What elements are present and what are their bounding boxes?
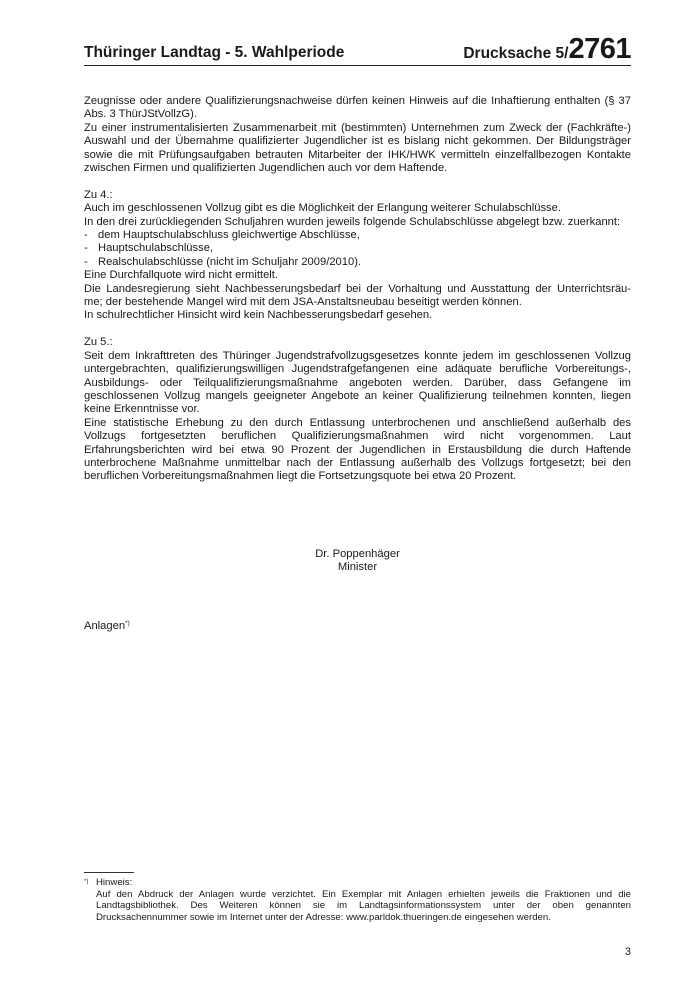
- footnote-ref: *): [125, 620, 130, 627]
- footnote: [84, 877, 631, 923]
- page-number: 3: [624, 946, 631, 958]
- paragraph: Zeugnisse oder andere Qualifizierungsnachweise dürfen keinen Hinweis auf die Inhaftierung enthalten (§ 37 Abs. 3 ThürJStVollzG).: [84, 95, 631, 121]
- signatory-role: Minister: [337, 561, 378, 574]
- paragraph: Eine statistische Erhebung zu den durch Entlassung unterbrochenen und anschließend außerhalb des Vollzugs fortgesetzten beruflichen Qualifizierungsmaßnahmen wird nicht vorgenommen. Laut Erfahrungsberichten wird bei etwa 90 Prozent der Jugendlichen in Erstausbildung die durch Haftende unterbrochene Maßnahme unmittelbar nach der Entlassung außerhalb des Vollzugs fortgesetzt; bei den beruflichen Vorbereitungsmaßnahmen liegt die Fortsetzungsquote bei etwa 20 Prozent.: [84, 416, 631, 483]
- drucksache-prefix: Drucksache 5/: [463, 45, 569, 62]
- header-divider: [84, 65, 631, 66]
- list-item: - Realschulabschlüsse (nicht im Schuljahr 2009/2010).: [84, 255, 362, 268]
- list-item: - dem Hauptschulabschluss gleichwertige Abschlüsse,: [84, 229, 360, 242]
- paragraph: Auch im geschlossenen Vollzug gibt es die Möglichkeit der Erlangung weiterer Schulabschlüsse.: [84, 202, 561, 215]
- footnote-text: Auf den Abdruck der Anlagen wurde verzichtet. Ein Exemplar mit Anlagen erhielten jeweils die Fraktionen und die Landtagsbibliothek. Des Weiteren können sie im Landtagsinformationssystem unter der oben genannten Drucksachennummer sowie im Internet unter der Adresse: www.parldok.thueringen.de eingesehen werden.: [96, 888, 631, 923]
- document-body: [84, 95, 631, 484]
- paragraph: Zu einer instrumentalisierten Zusammenarbeit mit (bestimmten) Unternehmen zum Zweck der (Fachkräfte-) Auswahl und der Übernahme qualifizierter Jugendlicher ist es bislang nicht gekommen. Der Bildungsträger sowie die mit Prüfungsaufgaben betrauten Mitarbeiter der IHK/HWK vermitteln einzelfallbezogen Kontakte zwischen Firmen und qualifizierten Jugendlichen auch vor dem Haftende.: [84, 121, 631, 175]
- signature-block: [84, 548, 631, 575]
- attachments-note: [84, 620, 130, 632]
- document-number: [463, 33, 631, 66]
- attachments-label: Anlagen: [84, 620, 126, 632]
- paragraph: Die Landesregierung sieht Nachbesserungsbedarf bei der Vorhaltung und Ausstattung der Unterrichtsräu-: [84, 282, 631, 295]
- paragraph: In den drei zurückliegenden Schuljahren wurden jeweils folgende Schulabschlüsse abgelegt bzw. zuerkannt:: [84, 215, 621, 228]
- footnote-mark: *): [84, 879, 89, 885]
- footnote-divider: [84, 872, 134, 873]
- footnote-heading: Hinweis:: [96, 877, 133, 888]
- paragraph: me; der bestehende Mangel wird mit dem JSA-Anstaltsneubau beseitigt werden können.: [84, 296, 522, 309]
- paragraph: Eine Durchfallquote wird nicht ermittelt.: [84, 269, 279, 282]
- drucksache-number: 2761: [568, 33, 631, 65]
- list-item: - Hauptschulabschlüsse,: [84, 242, 214, 255]
- paragraph: Seit dem Inkrafttreten des Thüringer Jugendstrafvollzugsgesetzes konnte jedem im geschlossenen Vollzug untergebrachten, qualifizierungswilligen Jugendstrafgefangenen eine adäquate berufliche Vorbereitungs-, Ausbildungs- oder Teilqualifizierungsmaßnahme angeboten werden. Darüber, dass Gefangene im geschlossenen Vollzug mangels geeigneter Angebote an keiner Qualifizierung teilnehmen konnten, liegen keine Erkenntnisse vor.: [84, 349, 631, 416]
- section-heading: Zu 5.:: [84, 336, 113, 349]
- section-heading: Zu 4.:: [84, 188, 113, 201]
- paragraph: In schulrechtlicher Hinsicht wird kein Nachbesserungsbedarf gesehen.: [84, 309, 433, 322]
- page-header: [84, 28, 631, 68]
- signatory-name: Dr. Poppenhäger: [315, 548, 400, 560]
- parliament-title: Thüringer Landtag - 5. Wahlperiode: [84, 44, 345, 61]
